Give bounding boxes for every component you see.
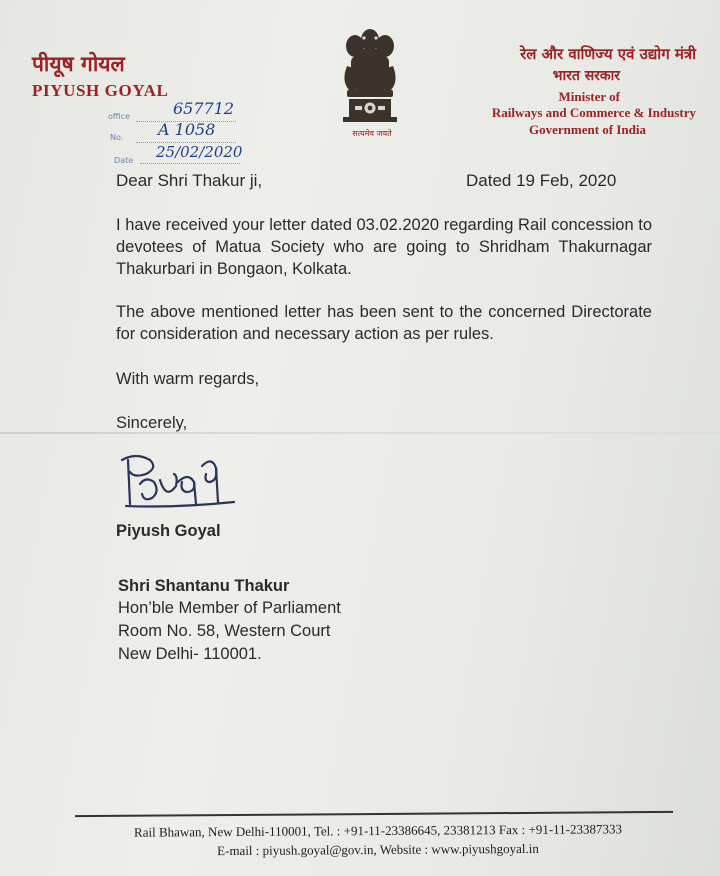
sender-name-english: PIYUSH GOYAL xyxy=(32,81,169,100)
stamp-no-label: No. xyxy=(110,133,124,142)
stamp-date-label: Date xyxy=(114,156,134,165)
stamp-date-value: 25/02/2020 xyxy=(156,143,243,161)
footer-email-line: E-mail : piyush.goyal@gov.in, Website : www.piyushgoyal.in xyxy=(217,840,539,859)
letter-date: Dated 19 Feb, 2020 xyxy=(466,171,617,190)
recipient-name: Shri Shantanu Thakur xyxy=(118,577,290,595)
minister-title-hindi: रेल और वाणिज्य एवं उद्योग मंत्री xyxy=(520,45,696,63)
recipient-designation: Hon’ble Member of Parliament xyxy=(118,599,341,617)
regards-line: With warm regards, xyxy=(116,370,260,388)
footer-rule xyxy=(75,811,673,817)
sender-name-hindi: पीयूष गोयल xyxy=(32,52,125,76)
salutation: Dear Shri Thakur ji, xyxy=(116,171,263,190)
government-english: Government of India xyxy=(529,122,646,137)
recipient-address-line1: Room No. 58, Western Court xyxy=(118,622,331,640)
stamp-office-value: 657712 xyxy=(173,99,235,118)
body-paragraph-2: The above mentioned letter has been sent to the concerned Directorate for consideration and necessary action as per rules. xyxy=(116,303,652,343)
body-paragraph-1: I have received your letter dated 03.02.2020 regarding Rail concession to devotees of Matua Society who are going to Shridham Thakurnagar Thakurbari in Bongaon, Kolkata. xyxy=(116,216,652,278)
closing-line: Sincerely, xyxy=(116,414,188,432)
emblem-motto: सत्यमेव जयते xyxy=(352,129,392,138)
recipient-address-line2: New Delhi- 110001. xyxy=(118,645,262,663)
government-hindi: भारत सरकार xyxy=(552,68,620,84)
stamp-office-label: office xyxy=(108,112,130,121)
minister-title-english-line1: Minister of xyxy=(558,89,620,104)
minister-title-english-line2: Railways and Commerce & Industry xyxy=(491,105,696,120)
stamp-dotted-line xyxy=(140,163,240,164)
signatory-name: Piyush Goyal xyxy=(116,522,221,540)
national-emblem-icon xyxy=(333,26,407,136)
signature-image xyxy=(116,446,246,516)
footer-contact-line: Rail Bhawan, New Delhi-110001, Tel. : +91-11-23386645, 23381213 Fax : +91-11-23387333 xyxy=(133,821,623,840)
stamp-no-value: A 1058 xyxy=(158,120,216,139)
paper-fold-line xyxy=(0,432,720,434)
